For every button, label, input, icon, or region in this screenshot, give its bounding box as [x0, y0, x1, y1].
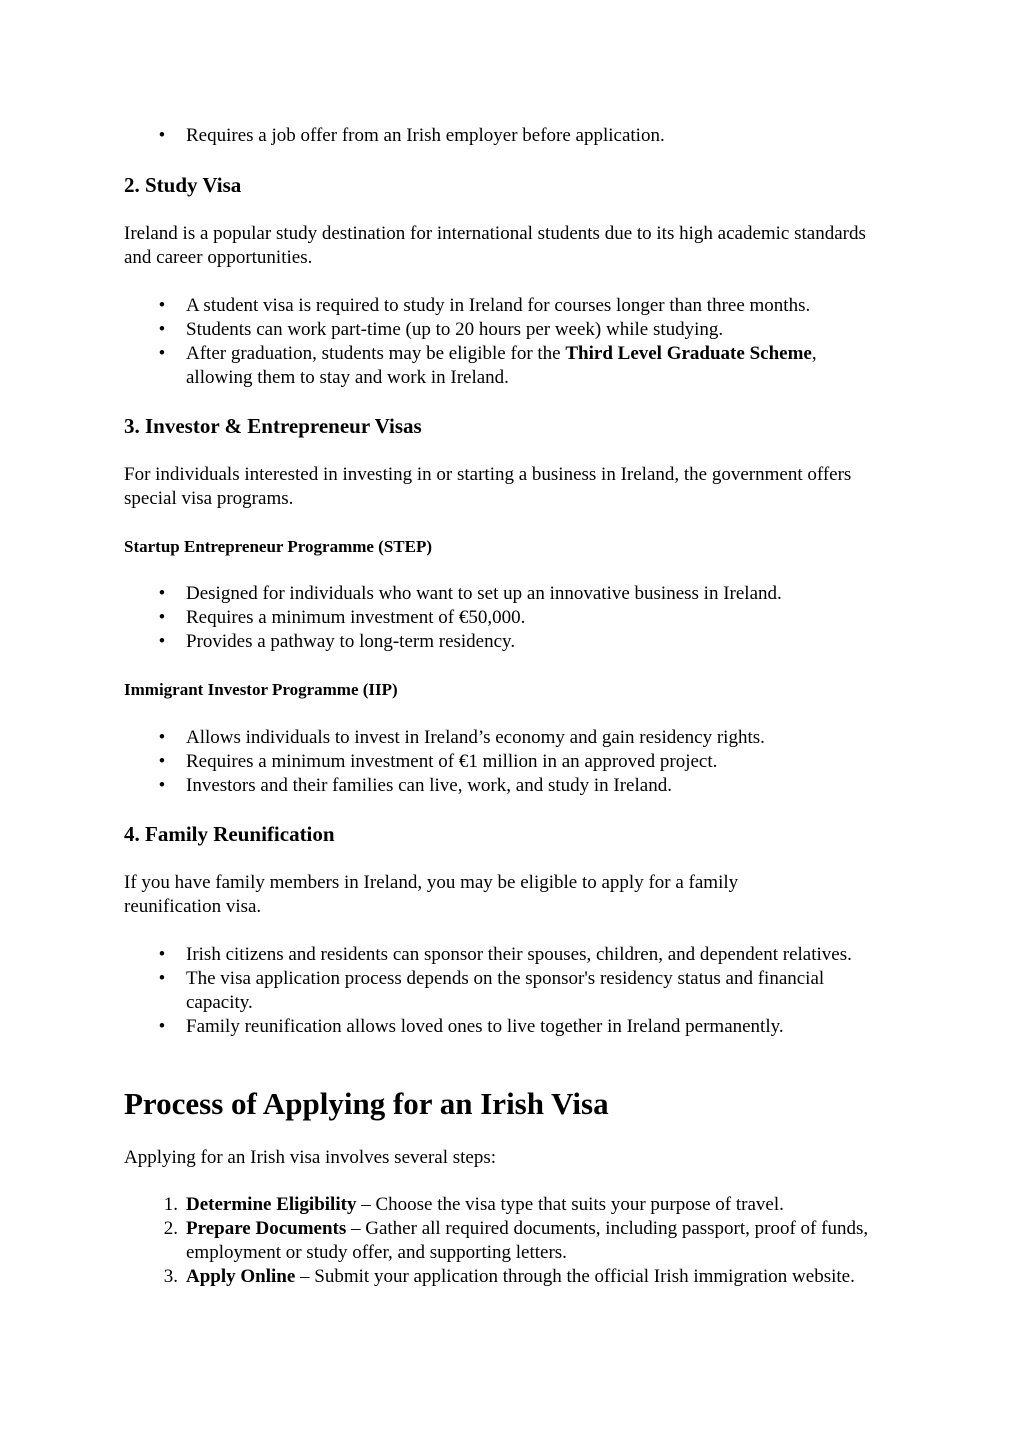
list-item: • Students can work part-time (up to 20 hours per week) while studying. — [124, 318, 884, 342]
investor-visa-paragraph: For individuals interested in investing in or starting a business in Ireland, the government offers special visa programs. — [124, 464, 852, 509]
list-item: • The visa application process depends on the sponsor's residency status and financial capacity. — [124, 967, 884, 1015]
bullet-icon: • — [158, 1016, 166, 1037]
study-visa-list — [124, 294, 884, 390]
list-item: • Requires a job offer from an Irish employer before application. — [124, 124, 844, 148]
list-item: 3. Apply Online – Submit your application through the official Irish immigration website. — [163, 1266, 855, 1287]
graduate-scheme-term: Third Level Graduate Scheme — [565, 343, 812, 364]
bullet-icon: • — [158, 968, 166, 989]
list-item: • Designed for individuals who want to set up an innovative business in Ireland. — [124, 582, 844, 606]
list-item: 1. Determine Eligibility – Choose the visa type that suits your purpose of travel. — [163, 1194, 784, 1215]
family-reunification-heading: 4. Family Reunification — [124, 822, 335, 846]
investor-visa-heading: 3. Investor & Entrepreneur Visas — [124, 414, 422, 438]
bullet-icon: • — [158, 607, 166, 628]
bullet-icon: • — [158, 343, 166, 364]
bullet-icon: • — [158, 631, 166, 652]
list-item: • A student visa is required to study in Ireland for courses longer than three months. — [124, 294, 884, 318]
list-item: • Irish citizens and residents can sponsor their spouses, children, and dependent relatives. — [124, 943, 884, 967]
study-visa-heading: 2. Study Visa — [124, 173, 242, 197]
step-list — [124, 582, 844, 654]
list-item: • Investors and their families can live, work, and study in Ireland. — [124, 774, 844, 798]
bullet-icon: • — [158, 775, 166, 796]
intro-bullet-list — [124, 124, 844, 148]
list-item: • Family reunification allows loved ones to live together in Ireland permanently. — [124, 1015, 884, 1039]
list-item: • Requires a minimum investment of €1 million in an approved project. — [124, 750, 844, 774]
iip-list — [124, 726, 844, 798]
list-item: • After graduation, students may be eligible for the Third Level Graduate Scheme, allowing them to stay and work in Ireland. — [124, 342, 884, 390]
iip-heading: Immigrant Investor Programme (IIP) — [124, 680, 398, 699]
bullet-icon: • — [158, 295, 166, 316]
process-paragraph: Applying for an Irish visa involves several steps: — [124, 1147, 497, 1168]
bullet-icon: • — [158, 944, 166, 965]
step-heading: Startup Entrepreneur Programme (STEP) — [124, 537, 433, 556]
bullet-icon: • — [158, 125, 166, 146]
list-item: • Allows individuals to invest in Ireland’s economy and gain residency rights. — [124, 726, 844, 750]
bullet-icon: • — [158, 583, 166, 604]
list-item: 2. Prepare Documents – Gather all required documents, including passport, proof of funds, employment or study offer, and supporting letters. — [163, 1218, 869, 1263]
study-visa-paragraph: Ireland is a popular study destination for international students due to its high academic standards and career opportunities. — [124, 223, 866, 268]
bullet-icon: • — [158, 319, 166, 340]
list-item: • Provides a pathway to long-term residency. — [124, 630, 844, 654]
family-reunification-paragraph: If you have family members in Ireland, you may be eligible to apply for a family reunification visa. — [124, 872, 739, 917]
list-item: • Requires a minimum investment of €50,000. — [124, 606, 844, 630]
process-steps-list — [124, 1193, 884, 1289]
process-heading: Process of Applying for an Irish Visa — [124, 1086, 609, 1121]
bullet-icon: • — [158, 751, 166, 772]
family-reunification-list — [124, 943, 884, 1039]
bullet-icon: • — [158, 727, 166, 748]
